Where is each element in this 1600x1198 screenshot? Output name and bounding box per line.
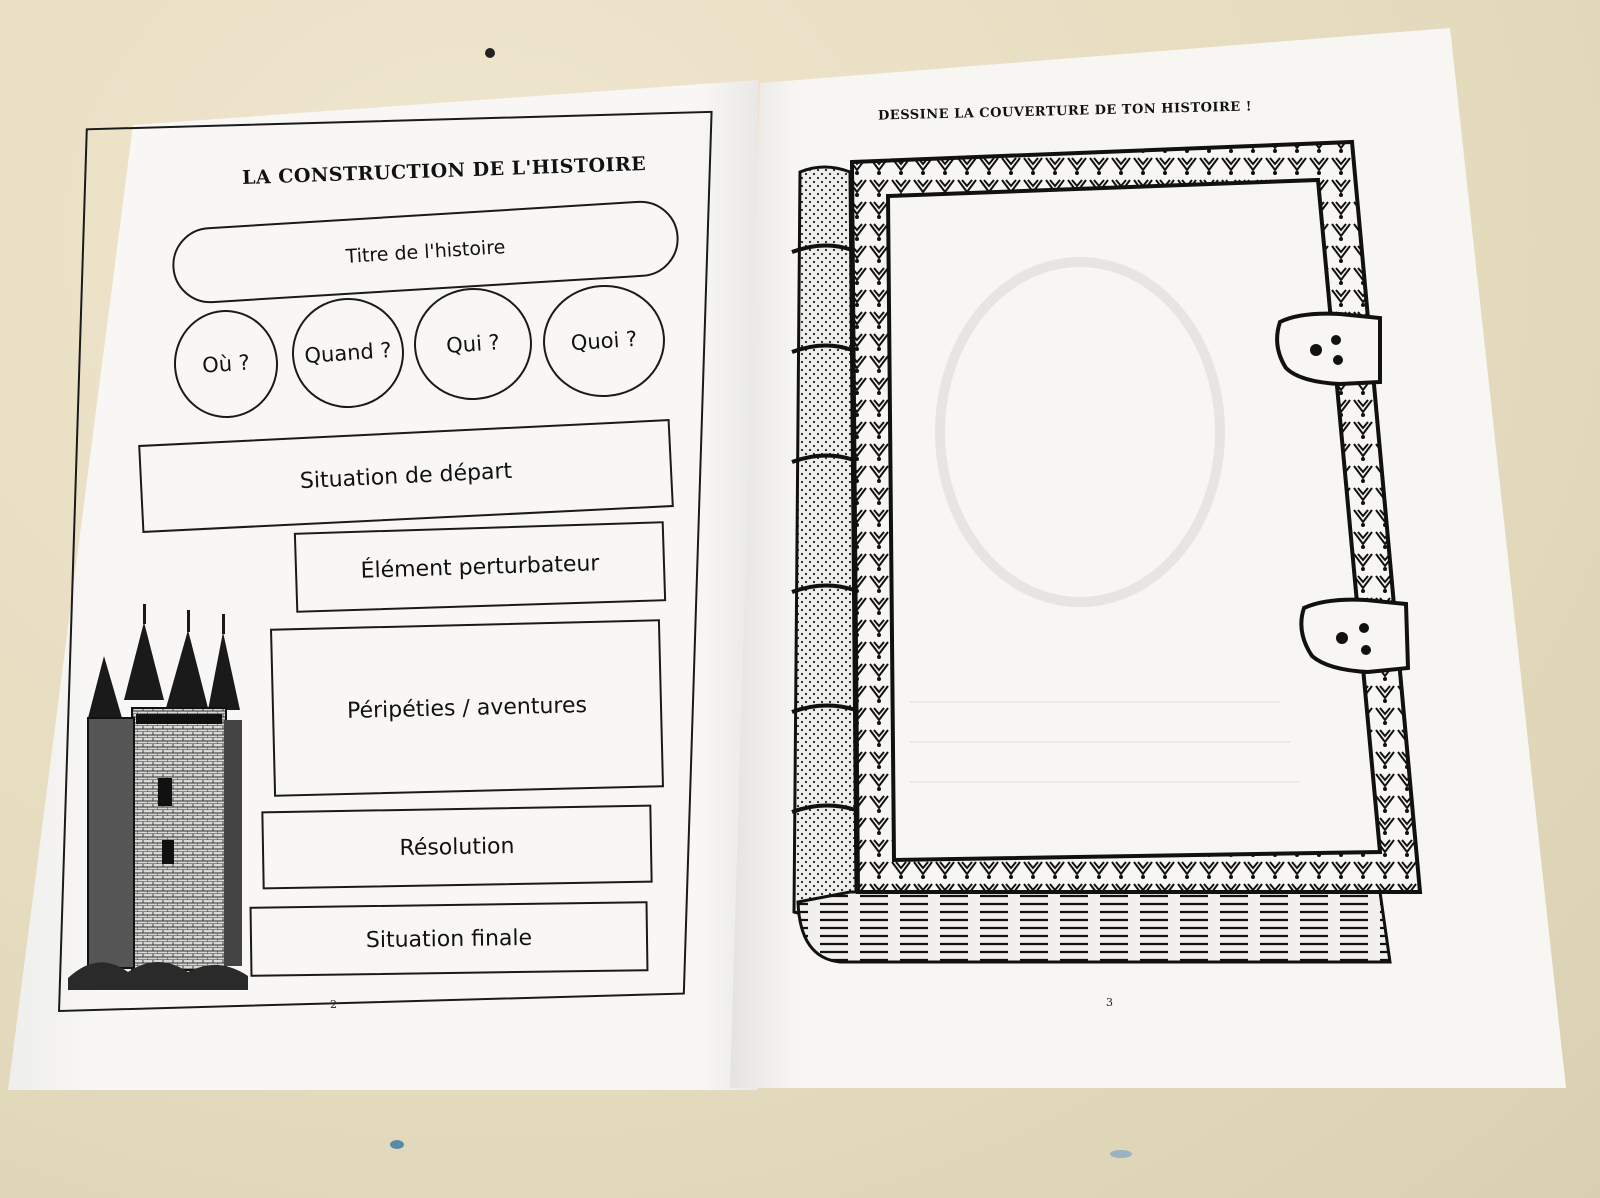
section-final-situation	[250, 901, 649, 977]
table-speck	[485, 48, 495, 58]
story-title-label: Titre de l'histoire	[345, 236, 506, 268]
section-final-situation-label: Situation finale	[365, 925, 533, 953]
castle-illustration	[58, 600, 258, 990]
left-page-number: 2	[330, 998, 337, 1011]
table-speck	[390, 1140, 404, 1149]
section-initial-situation-label: Situation de départ	[299, 458, 513, 494]
section-adventures	[270, 619, 664, 796]
section-resolution-label: Résolution	[399, 833, 515, 861]
book-cover-frame	[780, 132, 1440, 978]
question-when-label: Quand ?	[303, 337, 393, 369]
section-disruptive-element-label: Élément perturbateur	[360, 550, 600, 584]
section-disruptive-element	[294, 521, 666, 613]
section-resolution	[261, 805, 652, 890]
question-who-label: Qui ?	[445, 330, 501, 358]
section-adventures-label: Péripéties / aventures	[346, 692, 588, 724]
right-page-title: DESSINE LA COUVERTURE DE TON HISTOIRE !	[877, 99, 1253, 124]
question-what-label: Quoi ?	[570, 326, 638, 356]
left-page-title: LA CONSTRUCTION DE L'HISTOIRE	[241, 152, 647, 190]
table-speck	[1110, 1150, 1132, 1158]
question-where-label: Où ?	[201, 350, 251, 378]
right-page-number: 3	[1106, 996, 1113, 1009]
